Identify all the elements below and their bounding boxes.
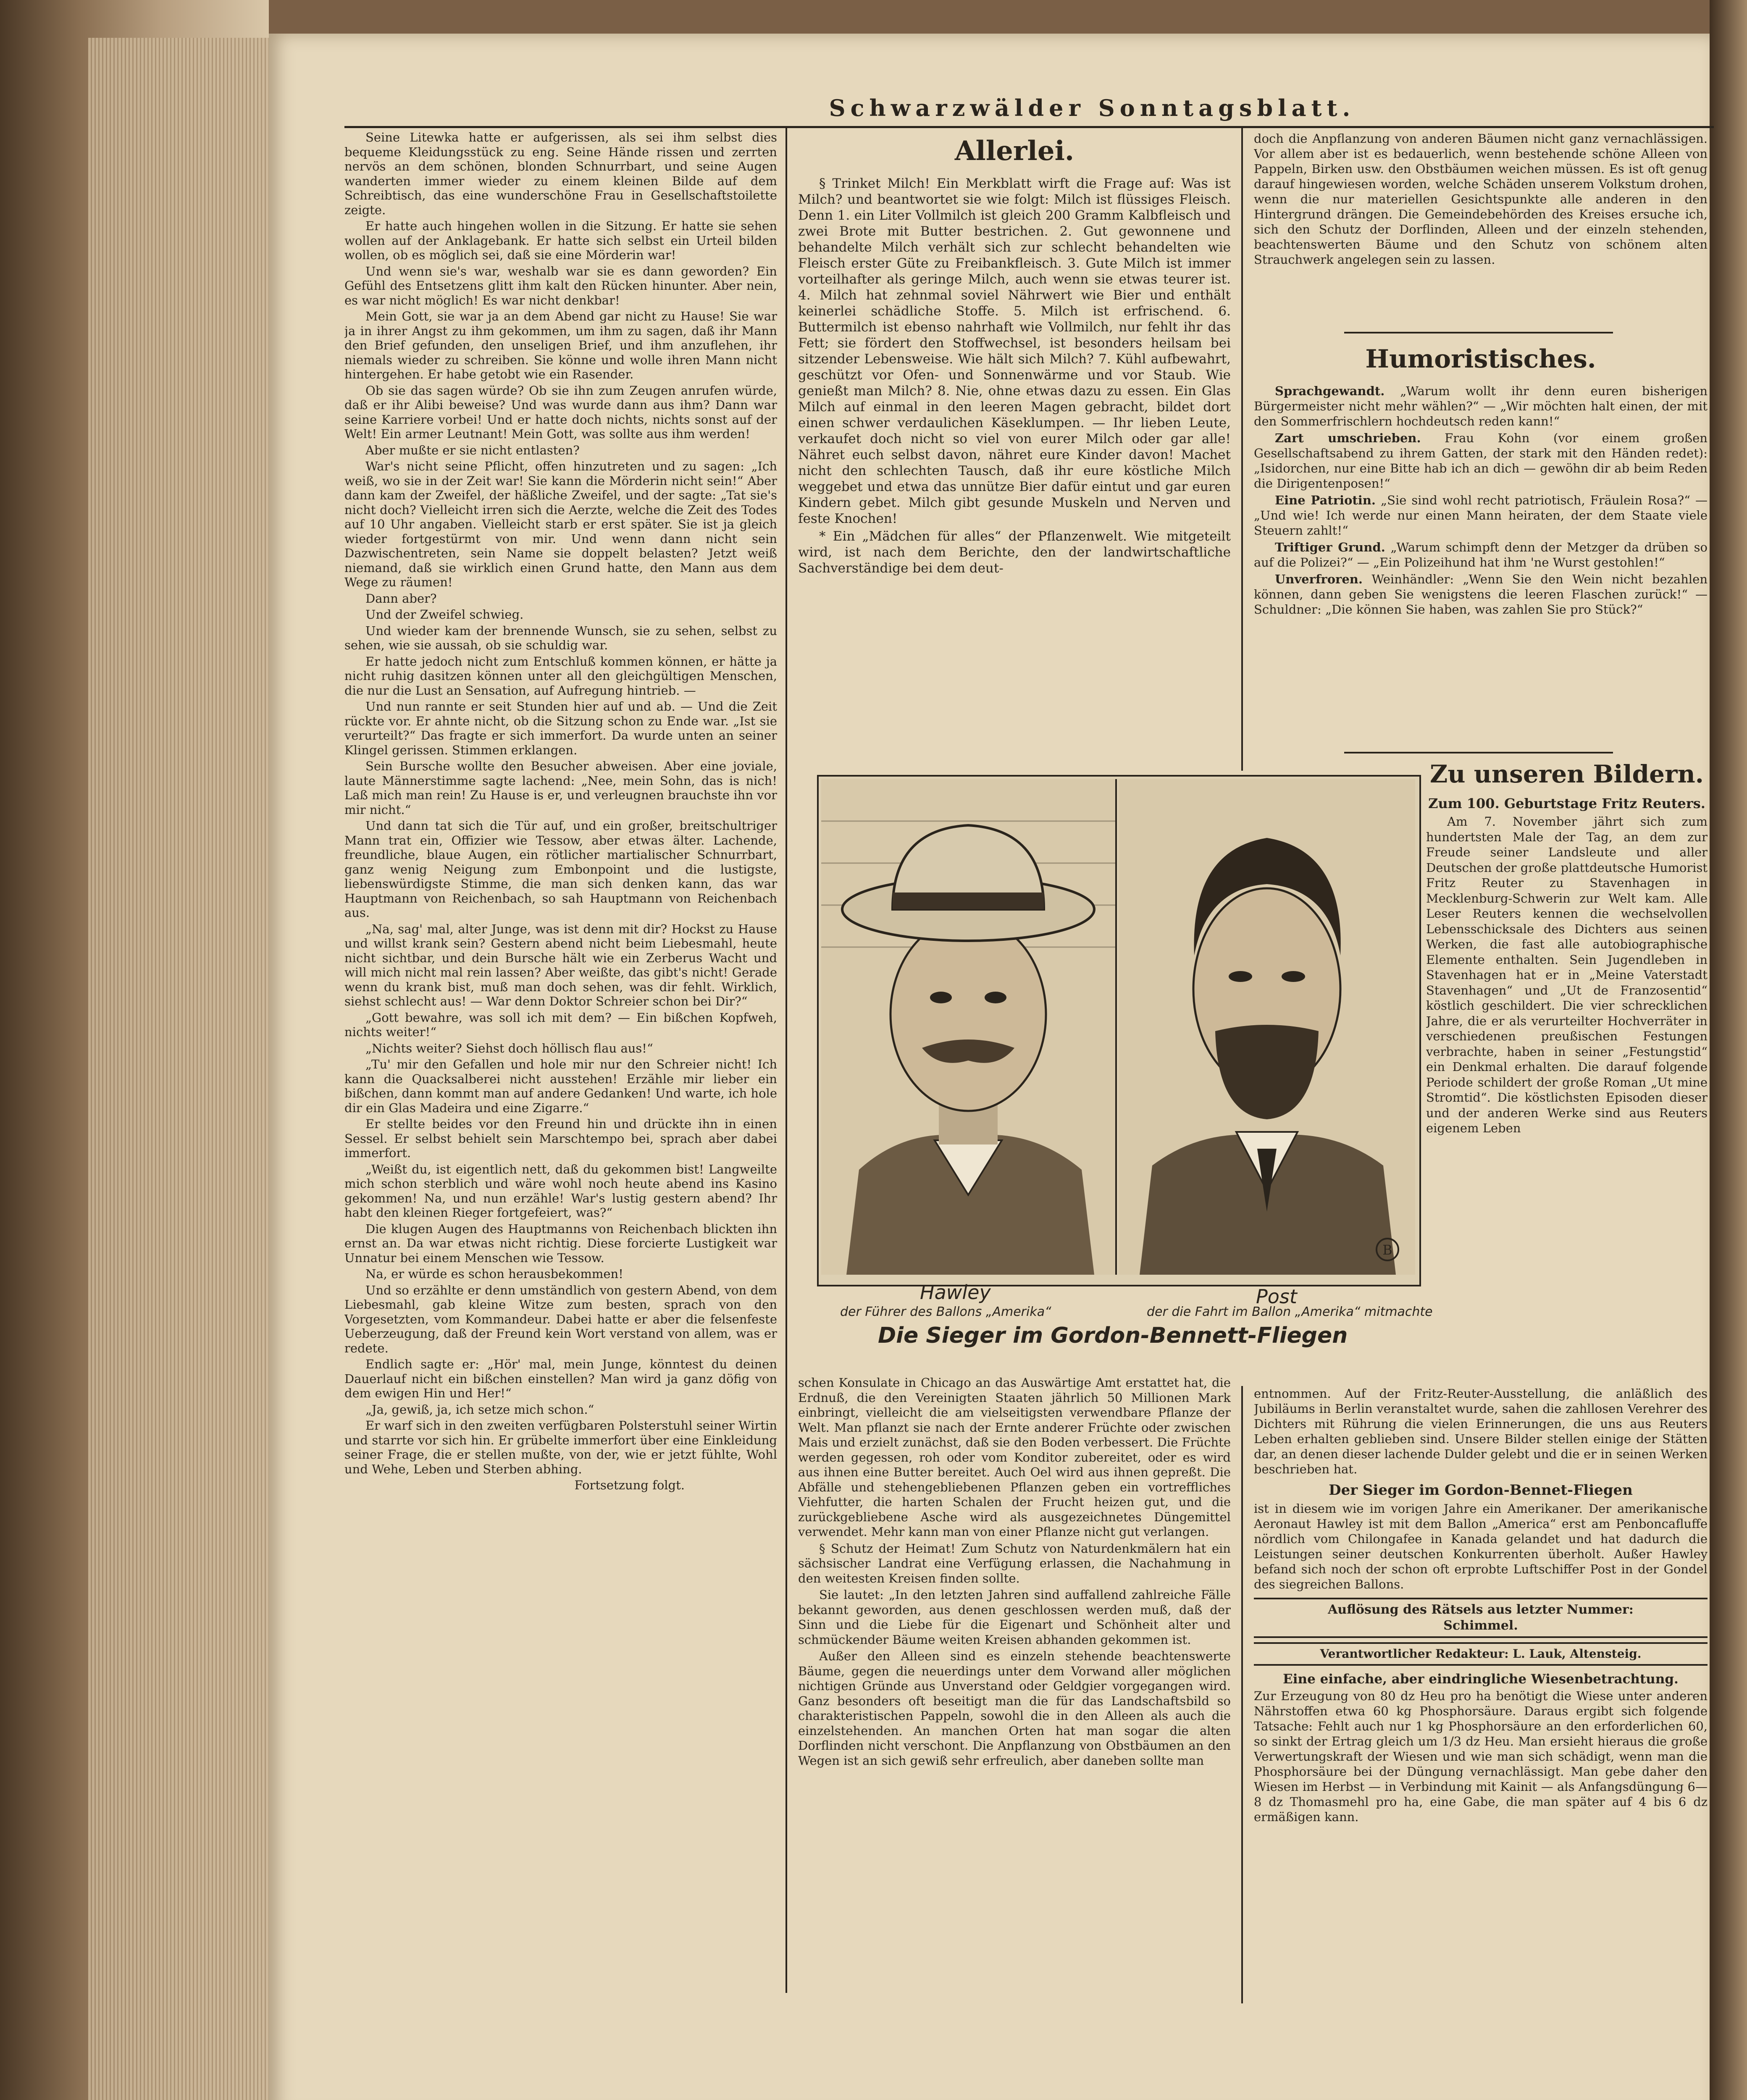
book-edge	[0, 0, 269, 2100]
humor-item	[1254, 430, 1708, 491]
story-column	[344, 130, 777, 1991]
allerlei-paragraph: * Ein „Mädchen für alles“ der Pflanzenwelt. Wie mitgeteilt wird, ist nach dem Berichte, den der landwirtschaftliche Sachverständige bei dem deut-	[798, 529, 1231, 576]
sieger-title: Der Sieger im Gordon-Bennet-Fliegen	[1329, 1482, 1633, 1499]
raetsel-box	[1254, 1598, 1708, 1638]
trees-continuation	[1254, 131, 1708, 324]
column-divider	[785, 128, 787, 1993]
portrait-hawley	[821, 779, 1117, 1275]
story-paragraph: Die klugen Augen des Hauptmanns von Reichenbach blickten ihn ernst an. Da war etwas nicht richtig. Diese forcierte Lustigkeit war Unnatur bei einem Menschen wie Tessow.	[344, 1221, 777, 1265]
story-paragraph: Endlich sagte er: „Hör' mal, mein Junge, könntest du deinen Dauerlauf nicht ein bißchen einstellen? Man wird ja ganz döfig von dem ewigen Hin und Her!“	[344, 1357, 777, 1400]
humor-item	[1254, 572, 1708, 617]
story-paragraph: Na, er würde es schon herausbekommen!	[365, 1267, 623, 1281]
story-paragraph: „Na, sag' mal, alter Junge, was ist denn mit dir? Hockst zu Hause und willst krank sein? Gestern abend nicht beim Liebesmahl, heute nicht sichtbar, und dein Bursche hält wie ein Zerberus Wacht und will mich nicht mal rein lassen? Aber weißte, das gibt's nicht! Gerade wenn du krank bist, muß man doch sehen, was dir fehlt. Wirklich, siehst schlecht aus! — War denn Doktor Schreier schon bei Dir?“	[344, 921, 777, 1008]
bilder-title: Zu unseren Bildern.	[1430, 760, 1704, 788]
story-paragraph: Seine Litewka hatte er aufgerissen, als sei ihm selbst dies bequeme Kleidungsstück zu eng. Seine Hände rissen und zerrten nervös an dem schönen, blonden Schnurrbart, und seine Augen wanderten immer wieder zu einem kleinen Bilde auf dem Schreibtisch, das eine wunderschöne Frau in Gesellschaftstoilette zeigte.	[344, 130, 777, 217]
wiesen-paragraph: Zur Erzeugung von 80 dz Heu pro ha benötigt die Wiese unter anderen Nährstoffen etwa 60 kg Phosphorsäure. Daraus ergibt sich folgende Tatsache: Fehlt auch nur 1 kg Phosphorsäure an den erforderlichen 60, so sinkt der Ertrag gleich um 1/3 dz Heu. Man ersieht hieraus die große Verwertungskraft der Wiesen und wie man sich schädigt, wenn man die Phosphorsäure bei der Düngung vernachlässigt. Man gebe daher den Wiesen im Herbst — in Verbindung mit Kainit — als Anfangsdüngung 6—8 dz Thomasmehl pro ha, eine Gabe, die man später auf 4 bis 6 dz ermäßigen kann.	[1254, 1689, 1708, 1824]
artist-monogram: B	[1382, 1242, 1392, 1258]
sieger-paragraph: ist in diesem wie im vorigen Jahre ein Amerikaner. Der amerikanische Aeronaut Hawley ist mit dem Ballon „America“ erst am Penboncafluffe nördlich vom Chilongafee in Kanada gelandet und hat dadurch die Leistungen seiner deutschen Konkurrenten überholt. Außer Hawley befand sich noch der schon oft erprobte Luftschiffer Post in der Gondel des siegreichen Ballons.	[1254, 1502, 1708, 1591]
trees-paragraph: doch die Anpflanzung von anderen Bäumen nicht ganz vernachlässigen. Vor allem aber ist es bedauerlich, wenn bestehende schöne Alleen von Pappeln, Birken usw. den Obstbäumen weichen müssen. Es ist oft genug darauf hingewiesen worden, welche Schäden unserem Volkstum drohen, wenn die nur materiellen Gesichtspunkte alle anderen in den Hintergrund drängen. Die Gemeindebehörden des Kreises ersuche ich, sich den Schutz der Dorflinden, Alleen und der einzeln stehenden, beachtenswerten Bäume und den Schutz von schönem alten Strauchwerk angelegen sein zu lassen.	[1254, 131, 1708, 267]
story-paragraph: Er warf sich in den zweiten verfügbaren Polsterstuhl seiner Wirtin und starrte vor sich hin. Er grübelte immerfort über eine Einkleidung seiner Frage, die er stellen mußte, von der, wie er jetzt fühlte, Wohl und Wehe, Leben und Sterben abhing.	[344, 1418, 777, 1476]
humor-item-head: Sprachgewandt.	[1275, 384, 1385, 398]
humor-item-text: „Warum schimpft denn der Metzger da drüben so auf die Polizei?“ — „Ein Polizeihund hat ihm 'ne Wurst gestohlen!“	[1254, 540, 1708, 570]
story-paragraph: „Ja, gewiß, ja, ich setze mich schon.“	[365, 1402, 594, 1417]
humor-column	[1254, 342, 1708, 746]
raetsel-label: Auflösung des Rätsels aus letzter Nummer:	[1328, 1602, 1634, 1617]
heimat-paragraph: § Schutz der Heimat! Zum Schutz von Naturdenkmälern hat ein sächsischer Landrat eine Verfügung erlassen, die Nachahmung in den weitesten Kreisen finden sollte.	[798, 1541, 1231, 1586]
caption-name-post: Post	[1256, 1285, 1297, 1308]
allerlei-column	[798, 134, 1231, 756]
story-paragraph: Aber mußte er sie nicht entlasten?	[365, 443, 580, 457]
right-bottom-column	[1254, 1386, 1708, 2003]
bilder-column	[1426, 760, 1708, 1382]
caption-name-hawley: Hawley	[920, 1281, 991, 1304]
page-stack	[88, 38, 269, 2100]
portrait-post	[1119, 779, 1415, 1275]
bilder-continuation: entnommen. Auf der Fritz-Reuter-Ausstellung, die anläßlich des Jubiläums in Berlin veranstaltet wurde, sahen die zahllosen Verehrer des Dichters mit Rührung die vielen Erinnerungen, die uns aus Reuters Leben erhalten geblieben sind. Unsere Bilder stellen einige der Stätten dar, an denen dieser lachende Dulder gelebt und die er in seinen Werken beschrieben hat.	[1254, 1386, 1708, 1476]
allerlei-paragraph: § Trinket Milch! Ein Merkblatt wirft die Frage auf: Was ist Milch? und beantwortet sie wie folgt: Milch ist flüssiges Fleisch. Denn 1. ein Liter Vollmilch ist gleich 200 Gramm Kalbfleisch und zwei Brote mit Butter bestrichen. 2. Gut gewonnene und behandelte Milch verhält sich zur schlecht behandelten wie Fleisch erster Güte zu Freibankfleisch. 3. Gute Milch ist immer vorteilhafter als geringe Milch, auch wenn sie etwas teurer ist. 4. Milch hat zehnmal soviel Nährwert wie Bier und enthält keinerlei schädliche Stoffe. 5. Milch ist erfrischend. 6. Buttermilch ist ebenso nahrhaft wie Vollmilch, nur fehlt ihr das Fett; sie fördert den Stoffwechsel, ist besonders heilsam bei sitzender Lebensweise. Wie hält sich Milch? 7. Kühl aufbewahrt, geschützt vor Ofen- und Sonnenwärme und vor Staub. Wie genießt man Milch? 8. Nie, ohne etwas dazu zu essen. Ein Glas Milch auf einmal in den leeren Magen gebracht, bildet dort einen schwer verdaulichen Käseklumpen. — Ihr lieben Leute, verkaufet doch nicht so viel von eurer Milch oder gar alle! Nähret euch selbst davon, nähret eure Kinder davon! Machet nicht den schlechten Tausch, daß ihr eure köstliche Milch weggebet und etwa das unnütze Bier dafür eintut und gar euren Kindern gebet. Milch gibt gesunde Muskeln und Nerven und feste Knochen!	[798, 176, 1231, 526]
post-drawing	[1119, 779, 1415, 1275]
heimat-paragraph: Sie lautet: „In den letzten Jahren sind auffallend zahlreiche Fälle bekannt geworden, aus denen geschlossen werden muß, daß der Sinn und die Liebe für die Eigenart und Schönheit alter und schmückender Bäume weiten Kreisen abhanden gekommen ist.	[798, 1588, 1231, 1647]
continuation-note: Fortsetzung folgt.	[574, 1478, 685, 1492]
humor-item	[1254, 383, 1708, 429]
story-paragraph: „Tu' mir den Gefallen und hole mir nur den Schreier nicht! Ich kann die Quacksalberei nicht ausstehen! Erzähle mir lieber ein bißchen, dann kommt man auf andere Gedanken! Und warte, ich hole dir ein Glas Madeira und eine Zigarre.“	[344, 1057, 777, 1115]
bilder-subtitle: Zum 100. Geburtstage Fritz Reuters.	[1428, 795, 1705, 811]
humor-item-head: Eine Patriotin.	[1275, 493, 1376, 507]
masthead: Schwarzwälder Sonntagsblatt.	[829, 94, 1356, 121]
column-divider	[1241, 1386, 1243, 2003]
story-paragraph: Und wieder kam der brennende Wunsch, sie zu sehen, selbst zu sehen, wie sie aussah, ob sie schuldig war.	[344, 623, 777, 652]
heimat-paragraph: Außer den Alleen sind es einzeln stehende beachtenswerte Bäume, gegen die neuerdings unter dem Vorwand aller möglichen nichtigen Gründe aus Unverstand oder Geldgier vorgegangen wird. Ganz besonders oft beseitigt man die für das Landschaftsbild so charakteristischen Pappeln, sowohl die in den Alleen als auch die einzelstehenden. An manchen Orten hat man sogar die alten Dorflinden nicht verschont. Die Anpflanzung von Obstbäumen an den Wegen ist an sich gewiß sehr erfreulich, aber daneben sollte man	[798, 1649, 1231, 1768]
humor-item-text: Frau Kohn (vor einem großen Gesellschaftsabend zu ihrem Gatten, der stark mit den Händen redet): „Isidorchen, nur eine Bitte hab ich an dich — gewöhn dir ab beim Reden die Dirigentenposen!“	[1254, 431, 1708, 491]
caption-headline: Die Sieger im Gordon-Bennett-Fliegen	[878, 1323, 1348, 1348]
masthead-rule	[344, 126, 1714, 128]
raetsel-answer: Schimmel.	[1443, 1618, 1518, 1633]
humor-item-head: Unverfroren.	[1275, 572, 1363, 586]
column-divider	[1241, 128, 1243, 771]
humor-item-head: Zart umschrieben.	[1275, 431, 1421, 445]
story-paragraph: „Weißt du, ist eigentlich nett, daß du gekommen bist! Langweilte mich schon sterblich und wäre wohl noch heute abend ins Kasino gekommen! Na, und nun erzähle! War's lustig gestern abend? Ihr habt den kleinen Rieger fortgefeiert, was?“	[344, 1162, 777, 1220]
humor-title: Humoristisches.	[1365, 344, 1596, 374]
story-paragraph: Und dann tat sich die Tür auf, und ein großer, breitschultriger Mann trat ein, Offizier wie Tessow, aber etwas älter. Lachende, freundliche, blaue Augen, ein rötlicher martialischer Schnurrbart, ganz wenig Neigung zum Embonpoint und die lustigste, liebenswürdigste Stimme, die man sich denken kann, das war Hauptmann von Reichenbach, so sah Hauptmann von Reichenbach aus.	[344, 819, 777, 920]
redakteur-line: Verantwortlicher Redakteur: L. Lauk, Altensteig.	[1254, 1642, 1708, 1666]
illustration-caption	[823, 1281, 1433, 1365]
allerlei-title: Allerlei.	[954, 135, 1074, 167]
section-rule	[1344, 752, 1613, 753]
story-paragraph: Mein Gott, sie war ja an dem Abend gar nicht zu Hause! Sie war ja in ihrer Angst zu ihm gekommen, um ihm zu sagen, daß ihr Mann den Brief gefunden, den unseligen Brief, und ihm anzuflehen, ihr niemals wieder zu schreiben. Sie könne und wolle ihren Mann nicht hintergehen. Er habe getobt wie ein Rasender.	[344, 309, 777, 381]
humor-item-text: „Warum wollt ihr denn euren bisherigen Bürgermeister nicht mehr wählen?“ — „Wir möchten halt einen, der mit den Sommerfrischlern hochdeutsch reden kann!“	[1254, 384, 1708, 428]
hawley-drawing	[821, 779, 1115, 1275]
humor-item-text: „Sie sind wohl recht patriotisch, Fräulein Rosa?“ — „Und wie! Ich werde nur einen Mann heiraten, der dem Staate viele Steuern zahlt!“	[1254, 493, 1708, 538]
story-paragraph: Sein Bursche wollte den Besucher abweisen. Aber eine joviale, laute Männerstimme sagte lachend: „Nee, mein Sohn, das is nich! Laß mich man rein! Zu Hause is er, und verleugnen brauchste ihn vor mir nicht.“	[344, 759, 777, 817]
story-paragraph: Und so erzählte er denn umständlich von gestern Abend, von dem Liebesmahl, gab kleine Witze zum besten, sprach von den Vorgesetzten, vom Kommandeur. Dabei hatte er aber die felsenfeste Ueberzeugung, daß der Freund kein Wort verstand von allem, was er redete.	[344, 1283, 777, 1355]
story-paragraph: Ob sie das sagen würde? Ob sie ihn zum Zeugen anrufen würde, daß er ihr Alibi beweise? Und was wurde dann aus ihm? Dann war seine Karriere vorbei! Und er hatte doch nichts, nichts sonst auf der Welt! Ein armer Leutnant! Mein Gott, was sollte aus ihm werden!	[344, 383, 777, 441]
story-paragraph: War's nicht seine Pflicht, offen hinzutreten und zu sagen: „Ich weiß, wo sie in der Zeit war! Sie kann die Mörderin nicht sein!“ Aber dann kam der Zweifel, der häßliche Zweifel, und der sagte: „Tat sie's nicht doch? Vielleicht irren sich die Aerzte, welche die Zeit des Todes auf 10 Uhr angaben. Vielleicht starb er erst später. Sie ist ja gleich wieder fortgestürmt von mir. Und wenn dann nicht sein Dazwischentreten, sein Name sie doppelt belasten? Jetzt weiß niemand, daß sie wirklich einen Grund hatte, den Mann aus dem Wege zu räumen!	[344, 459, 777, 589]
section-rule	[1344, 332, 1613, 333]
bilder-paragraph: Am 7. November jährt sich zum hundertsten Male der Tag, an dem zur Freude seiner Landsleute und aller Deutschen der große plattdeutsche Humorist Fritz Reuter zu Stavenhagen in Mecklenburg-Schwerin zur Welt kam. Alle Leser Reuters kennen die wechselvollen Lebensschicksale des Dichters aus seinen Werken, die fast alle autobiographische Elemente enthalten. Sein Jugendleben in Stavenhagen hat er in „Meine Vaterstadt Stavenhagen“ und „Ut de Franzosentid“ köstlich geschildert. Die vier schrecklichen Jahre, die er als verurteilter Hochverräter in verschiedenen preußischen Festungen verbrachte, haben in seiner „Festungstid“ ein Denkmal erhalten. Die darauf folgende Periode schildert der große Roman „Ut mine Stromtid“. Die köstlichsten Episoden dieser und der anderen Werke sind aus Reuters eigenem Leben	[1426, 814, 1708, 1135]
humor-item	[1254, 493, 1708, 538]
story-paragraph: Er hatte auch hingehen wollen in die Sitzung. Er hatte sie sehen wollen auf der Anklagebank. Er hatte sich selbst ein Urteil bilden wollen, ob es möglich sei, daß sie eine Mörderin war!	[344, 219, 777, 262]
peanut-paragraph: schen Konsulate in Chicago an das Auswärtige Amt erstattet hat, die Erdnuß, die den Vereinigten Staaten jährlich 50 Millionen Mark einbringt, vielleicht die am vielseitigsten verwendbare Pflanze der Welt. Man pflanzt sie nach der Ernte anderer Früchte oder zwischen Mais und erzielt zunächst, daß sie den Boden verbessert. Die Früchte werden gegessen, roh oder vom Konditor zubereitet, oder es wird aus ihnen eine Butter bereitet. Auch Oel wird aus ihnen gepreßt. Die Abfälle und stehengebliebenen Pflanzen geben ein vortreffliches Viehfutter, die harten Schalen der Frucht heizen gut, und die zurückgebliebene Asche wird als ausgezeichnetes Düngemittel verwendet. Mehr kann man von einer Pflanze nicht gut verlangen.	[798, 1376, 1231, 1539]
story-paragraph: Und der Zweifel schwieg.	[365, 607, 524, 622]
wiesen-title: Eine einfache, aber eindringliche Wiesenbetrachtung.	[1283, 1672, 1679, 1687]
humor-item-text: Weinhändler: „Wenn Sie den Wein nicht bezahlen können, dann geben Sie wenigstens die leeren Flaschen zurück!“ — Schuldner: „Die können Sie haben, was zahlen Sie pro Stück?“	[1254, 572, 1708, 617]
story-paragraph: Und wenn sie's war, weshalb war sie es dann geworden? Ein Gefühl des Entsetzens glitt ihm kalt den Rücken hinunter. Aber nein, es war nicht möglich! Es war nicht denkbar!	[344, 264, 777, 307]
story-paragraph: Dann aber?	[365, 591, 437, 606]
story-paragraph: Und nun rannte er seit Stunden hier auf und ab. — Und die Zeit rückte vor. Er ahnte nicht, ob die Sitzung schon zu Ende war. „Ist sie verurteilt?“ Das fragte er sich immerfort. Da wurde unten an seiner Klingel gerissen. Stimmen erklangen.	[344, 699, 777, 757]
story-paragraph: Er stellte beides vor den Freund hin und drückte ihn in einen Sessel. Er selbst behielt sein Marschtempo bei, sprach aber dabei immerfort.	[344, 1117, 777, 1160]
humor-item	[1254, 540, 1708, 570]
binding-edge	[1710, 0, 1747, 2100]
story-paragraph: „Nichts weiter? Siehst doch höllisch flau aus!“	[365, 1041, 653, 1055]
center-bottom-column	[798, 1376, 1231, 1989]
humor-item-head: Triftiger Grund.	[1275, 540, 1385, 554]
story-paragraph: Er hatte jedoch nicht zum Entschluß kommen können, er hätte ja nicht ruhig dasitzen können unter all den gleichgültigen Menschen, die nur die Lust an Sensation, auf Aufregung hintrieb. —	[344, 654, 777, 698]
caption-desc-hawley: der Führer des Ballons „Amerika“	[840, 1305, 1051, 1319]
story-paragraph: „Gott bewahre, was soll ich mit dem? — Ein bißchen Kopfweh, nichts weiter!“	[344, 1010, 777, 1039]
portrait-illustration	[817, 775, 1421, 1286]
caption-desc-post: der die Fahrt im Ballon „Amerika“ mitmachte	[1147, 1305, 1433, 1319]
